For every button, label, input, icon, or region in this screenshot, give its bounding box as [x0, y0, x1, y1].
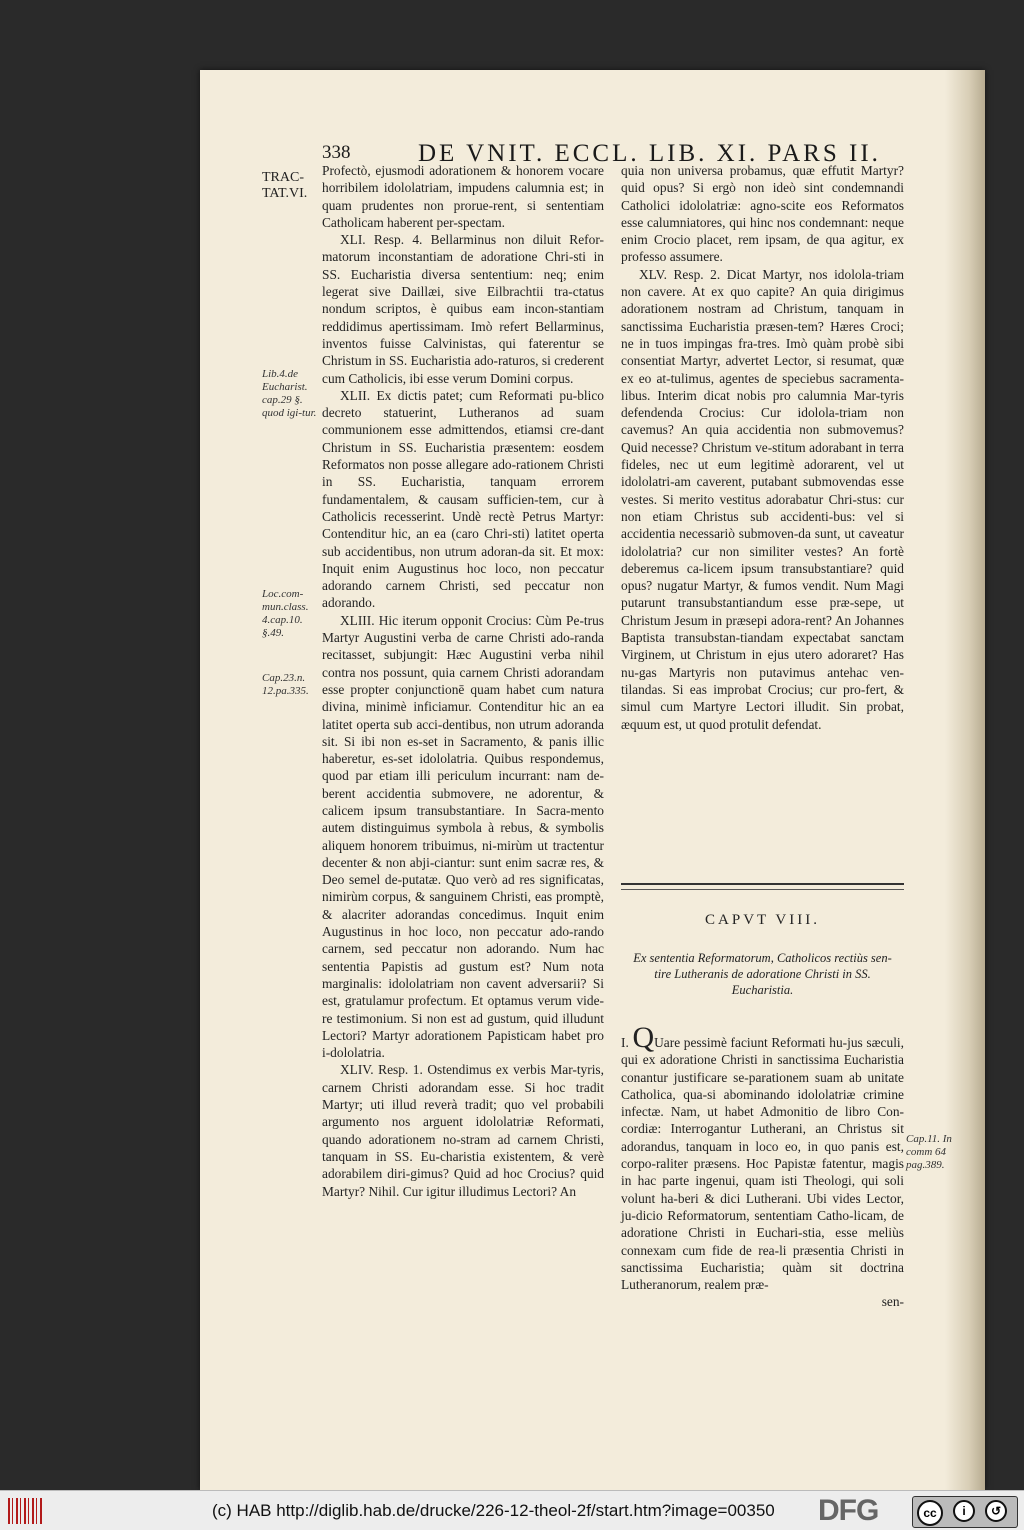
- cc-license-badge[interactable]: [912, 1496, 1018, 1528]
- margin-note-loc: Loc.com-mun.class. 4.cap.10. §.49.: [262, 588, 309, 639]
- sa-icon: ↺: [985, 1500, 1007, 1522]
- paragraph: XLII. Ex dictis patet; cum Reformati pu-blico decreto statuerint, Lutheranos ad suam communionem esse admittendos, etiamsi cre-dant Christum in SS. Eucharistia præsentem: eosdem Reformatos non posse allegare ado-rationem Christi in SS. Eucharistia, tanquam errorem fundamentalem, & causam sufficien-tem, cur à Catholicis recesserint. Undè rectè Petrus Martyr: Contenditur hic, an ea (caro Chri-sti) latitet operta sub accidentibus, non utrum adoran-da sit. Et mox: Inquit enim Augustinus hoc loco, non peccatur adorando carnem Christi, sed peccatur non adorando.: [322, 387, 604, 611]
- left-text-column: [322, 162, 604, 1200]
- cc-icon: cc: [917, 1500, 943, 1526]
- chapter-body: Uare pessimè faciunt Reformati hu-jus sæculi, qui ex adoratione Christi in sanctissima Eucharistia conantur justificare se-parationem suam ab unitate Catholica, qua-si abominando idololatriæ crimine infectæ. Nam, ut habet Admonitio de libro Con-cordiæ: Interrogantur Lutherani, an Christus sit adorandus, tanquam in loco eo, in quo panis est, corpo-raliter præsens. Hoc Papistæ fatentur, magis in hac parte ingenui, quam isti Theologi, qui soli volunt ha-beri & dici Lutherani. Ubi vides Lector, ju-dicio Reformatorum, sententiam Catho-licam, de adoratione Christi in Euchari-stia, esse meliùs connexam cum fide de rea-li præsentia Christi in sanctissima Eucharistia; quàm sit doctrina Lutheranorum, realem præ-: [621, 1035, 904, 1293]
- right-text-column: [621, 162, 904, 733]
- dfg-logo: DFG: [818, 1494, 879, 1527]
- drop-cap: Q: [632, 1021, 655, 1054]
- chapter-text-column: [621, 1021, 904, 1311]
- paragraph: XLIII. Hic iterum opponit Crocius: Cùm Pe-trus Martyr Augustini verba de carne Christi ado-randa recitasset, subjungit: Hæc Augustini verba nihil contra nos possunt, quia carnem Christi adorandam esse propter conjunctionē quam habet cum natura divina, minimè inficiamur. Contenditur hic an ea latitet operta sub acci-dentibus, non utrum adoranda sit. Si ibi non es-set in Sacramento, & panis illic haberetur, es-set idololatria. Quibus respondemus, quod par etiam illi periculum incurrant: nam de-berent accidentia submovere, ne adorentur, & calicem ipsum transubstantiare. In Sacra-mento autem distinguimus symbola à rebus, & symbolis aliquem honorem tribuimus, ni-mirùm ut tractentur decenter & non abji-ciantur: sunt enim sacræ res, & Deo semel de-putatæ. Quo verò ad res significatas, nimirùm corpus, & sanguinem Christi, eas promptè, & alacriter adorandas concedimus. Inquit enim Augustinus in hoc loco, non peccatur ado-rando carnem, sed peccatur non adorando. Num hac sententia Papistis ad gustum est? Num nota marginalis: idololatriam non cavent adversarii? Si est, gratulamur profectum. Et optamus verum vide-re testimonium. Si non est ad gustum, quid illudunt Lectori? Martyr adorationem Papisticam habet pro i-dololatria.: [322, 612, 604, 1061]
- paragraph: XLI. Resp. 4. Bellarminus non diluit Refor-matorum inconstantiam de adoratione Chri-sti in SS. Eucharistia diversa sententium: neq; enim legerat sive Daillæi, sive Eilbrachtii tra-ctatus nondum scriptos, è quibus eam incon-stantiam reddidimus apertissimam. Imò refert Bellarminus, inventos fuisse Calvinistas, qui faterentur se Christum in SS. Eucharistia ado-raturos, si crederent cum Catholicis, ibi esse verum Domini corpus.: [322, 232, 604, 386]
- paragraph: XLV. Resp. 2. Dicat Martyr, nos idolola-triam non cavere. At ex quo capite? An quia dirigimus adorationem nostram ad Christum, tanquam in sanctissima Eucharistia præsen-tem? Hæres Croci; ne in tuos impingas fra-tres. Imò quàm probè sibi consentiat Martyr, advertet Lector, si resumat, quæ ex eo at-tulimus, agentes de speciebus sacramenta-libus. Interim dicat nobis pro calumnia Mar-tyris defendenda Crocius: Cur idolola-triam non cavemus? An quia accidentia non submovemus? Quid necesse? Christum ve-stitum adorabant in terra fideles, nec ut eum legitimè adorarent, vel ut idololatri-am caverent, putabant submovendas esse vestes. Si merito vestitus adorabatur Chri-stus: cur non etiam Christus sub accidenti-bus: vel si accidentia necessariò submoven-da sunt, ut caveatur idololatria? cur non similiter vestes? An fortè deberemus ca-licem ipsum transubstantiare? quid opus? nugatur Martyr, & fumos vendit. Num Magi putarunt transubstantiandum esse præ-sepe, ut Christum Jesum in præsepi adora-rent? An Johannes Baptista transubstan-tiandam expectabat sanctam Virginem, ut Christum in ejus utero adoraret? Has nu-gas Martyris non putavimus antehac ven-tilandas. Si eas improbat Crocius; cur pro-fert, & simul cum Martyre Lectori illudit. Sin probat, æquum est, ut quod protulit defendat.: [621, 266, 904, 732]
- paragraph: XLIV. Resp. 1. Ostendimus ex verbis Mar-tyris, carnem Christi adorandam esse. Si hoc tradit Martyr; uti illud reverà tradit; quo vel probabili argumento nos arguent idololatriæ Reformati, quando adorationem no-stram ad carnem Christi, tanquam in SS. Eu-charistia existentem, & verè adorabilem diri-gimus? Quid ad hoc Crocius? quid Martyr? Nihil. Cur igitur illudimus Lectori? An: [322, 1062, 604, 1199]
- section-rule: [621, 883, 904, 890]
- margin-note-cap23: Cap.23.n. 12.pa.335.: [262, 672, 309, 697]
- page-spine-shadow: [945, 70, 985, 1490]
- running-header: DE VNIT. ECCL. LIB. XI. PARS II.: [418, 140, 881, 167]
- section-number: I.: [621, 1035, 629, 1050]
- hab-barcode-logo: [8, 1498, 44, 1524]
- margin-note-lib4: Lib.4.de Eucharist. cap.29 §. quod igi-tur.: [262, 368, 317, 419]
- chapter-subtitle: Ex sententia Reformatorum, Catholicos rectiùs sen-tire Lutheranis de adoratione Christi in SS. Eucharistia.: [633, 951, 892, 997]
- chapter-title: CAPVT VIII.: [705, 912, 820, 928]
- tractat-marker: TRAC- TAT.VI.: [262, 170, 308, 201]
- paragraph: Profectò, ejusmodi adorationem & honorem vocare horribilem idololatriam, impudens calumnia est; in quam prudentes non prorue-rent, si sententiam Catholicam haberent per-spectam.: [322, 163, 604, 230]
- source-url-link[interactable]: (c) HAB http://diglib.hab.de/drucke/226-12-theol-2f/start.htm?image=00350: [212, 1501, 775, 1520]
- paragraph: quia non universa probamus, quæ effutit Martyr? quid opus? Si ergò non ideò sint condemnandi Catholici idololatriæ: agno-scite eos Reformatos esse calumniatores, qui hinc nos condemnant: neque enim Crocio placet, rem ipsam, de qua agitur, ex professo assumere.: [621, 163, 904, 265]
- by-icon: i: [953, 1500, 975, 1522]
- catchword: sen-: [881, 1294, 904, 1310]
- margin-note-cap11: Cap.11. In comm 64 pag.389.: [906, 1133, 952, 1171]
- viewer-footer: [0, 1490, 1024, 1530]
- page-number: 338: [322, 142, 351, 163]
- paragraph: [621, 1021, 904, 1293]
